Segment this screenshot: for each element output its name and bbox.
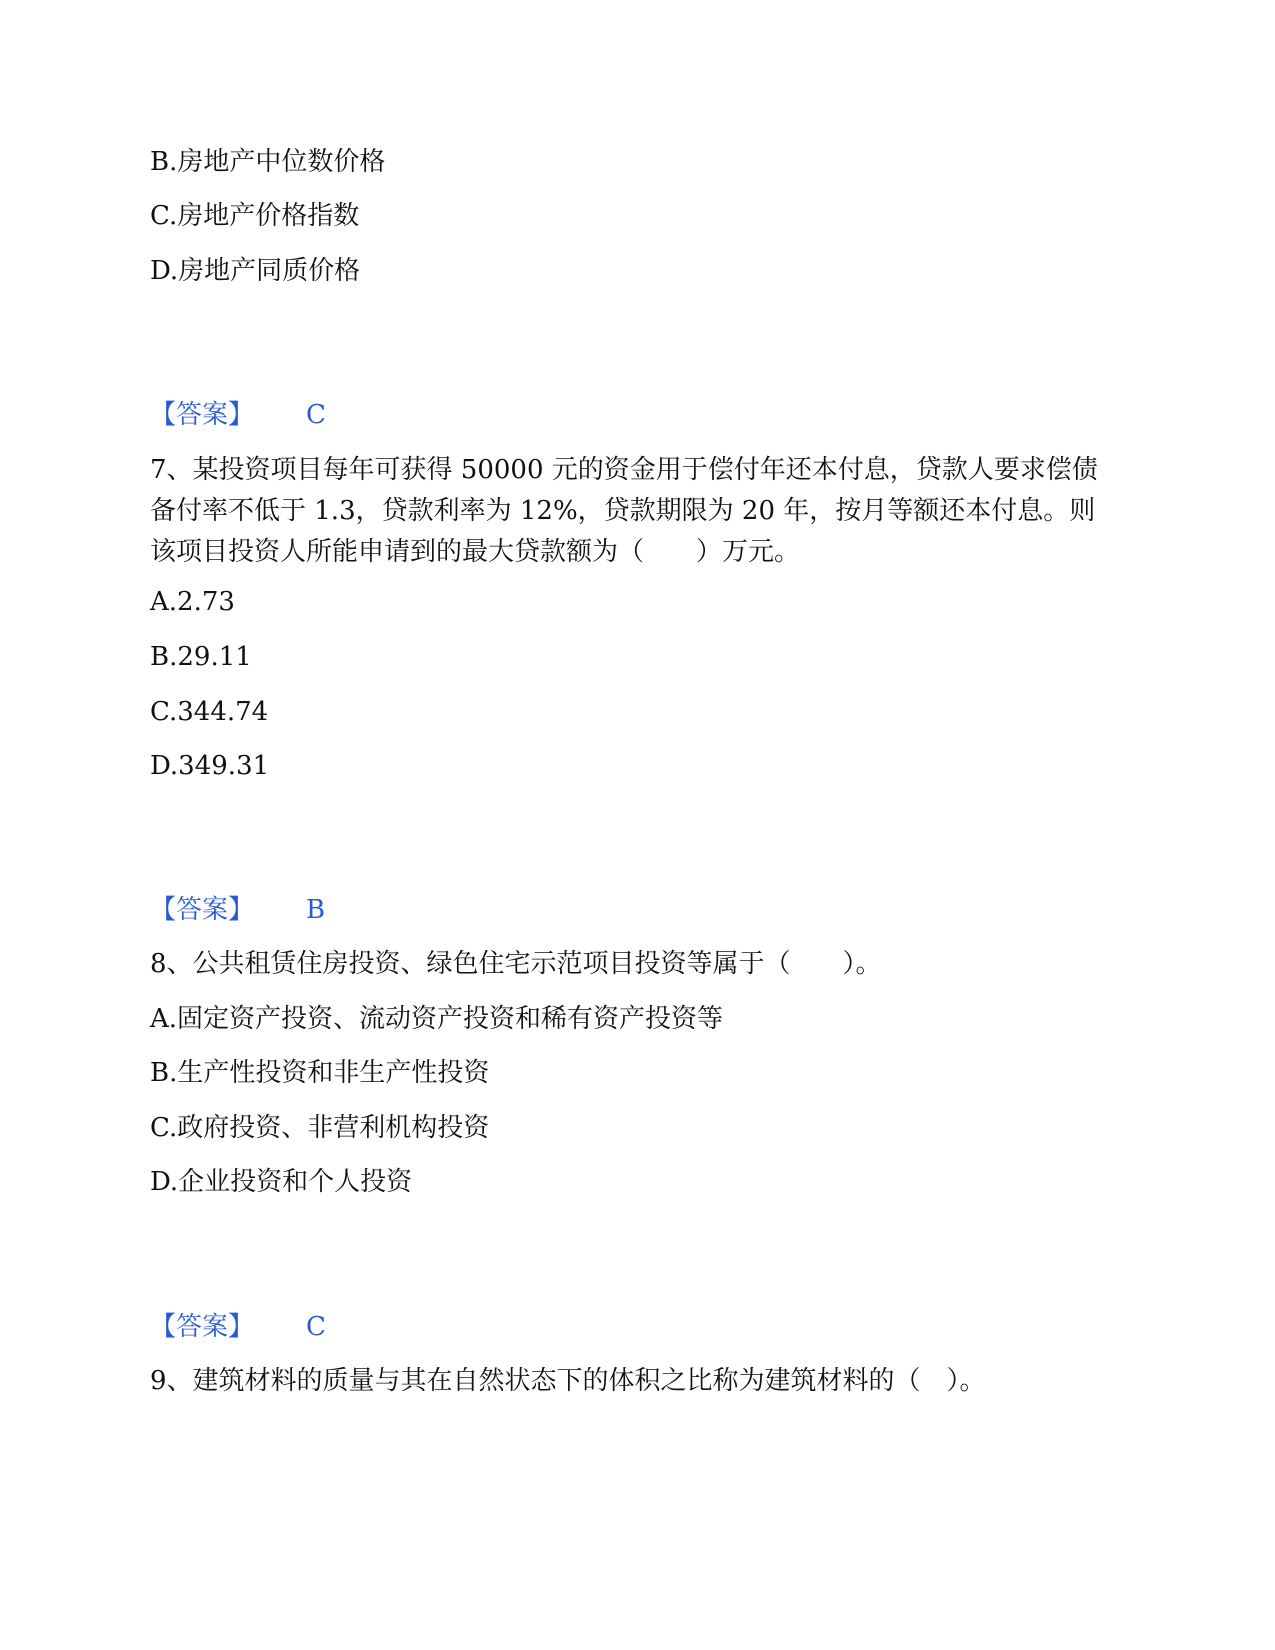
answer-value: C — [306, 1312, 326, 1342]
answer-value: B — [306, 895, 326, 925]
answer-value: C — [306, 400, 326, 430]
q9-question-text: 9、建筑材料的质量与其在自然状态下的体积之比称为建筑材料的（ ）。 — [150, 1366, 986, 1396]
q7-answer — [150, 895, 325, 925]
q7-question-text: 7、某投资项目每年可获得 50000 元的资金用于偿付年还本付息，贷款人要求偿债备付率不低于 1.3，贷款利率为 12%，贷款期限为 20 年，按月等额还本付息。则该项目投资人所能申请到的最大贷款额为（ ）万元。 — [150, 455, 1098, 567]
q8-option-c: C.政府投资、非营利机构投资 — [150, 1113, 490, 1143]
answer-label: 【答案】 — [150, 400, 255, 430]
q8-option-d: D.企业投资和个人投资 — [150, 1167, 413, 1197]
q6-option-d: D.房地产同质价格 — [150, 256, 361, 286]
q8-option-b: B.生产性投资和非生产性投资 — [150, 1058, 490, 1088]
q7-option-a: A.2.73 — [150, 587, 235, 617]
q6-answer — [150, 400, 326, 430]
q8-question-text: 8、公共租赁住房投资、绿色住宅示范项目投资等属于（ ）。 — [150, 949, 882, 979]
answer-label: 【答案】 — [150, 1312, 255, 1342]
q8-option-a: A.固定资产投资、流动资产投资和稀有资产投资等 — [150, 1004, 724, 1034]
q7-option-d: D.349.31 — [150, 751, 270, 781]
answer-label: 【答案】 — [150, 895, 255, 925]
q7-option-c: C.344.74 — [150, 697, 269, 727]
q6-option-b: B.房地产中位数价格 — [150, 147, 386, 177]
q7-option-b: B.29.11 — [150, 642, 252, 672]
q6-option-c: C.房地产价格指数 — [150, 201, 360, 231]
q8-answer — [150, 1312, 326, 1342]
